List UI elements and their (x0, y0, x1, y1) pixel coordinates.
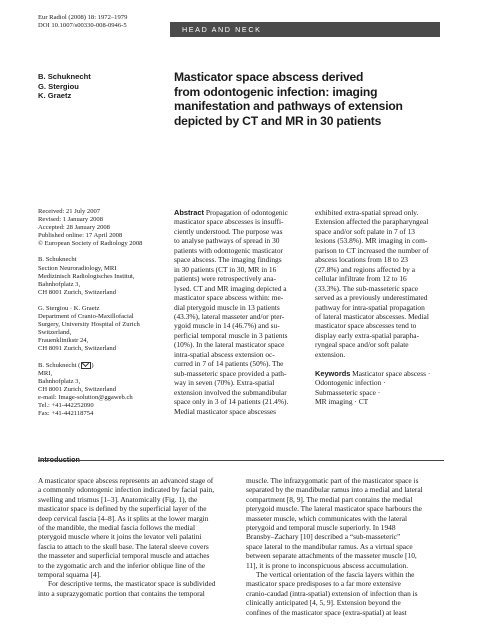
abstract-line: Propagation of odontogenic (203, 208, 288, 217)
abstract-line: (43.3%), lateral masseter and/or pter- (174, 311, 285, 321)
contact-fax: Fax: +41-442118754 (38, 410, 94, 418)
abstract-line: space and/or soft palate in 7 of 13 (315, 226, 415, 236)
doi-reference: DOI 10.1007/s00330-008-0946-5 (38, 22, 127, 30)
body-text-line: deep cervical fascia [4–8]. As it splits at the lower margin (38, 513, 209, 523)
abstract-line: exhibited extra-spatial spread only. (315, 208, 419, 217)
abstract-line: (27.8%) and regions affected by a (315, 264, 416, 274)
author-name: K. Graetz (38, 91, 72, 101)
journal-citation (38, 14, 127, 31)
abstract-line: to analyse pathways of spread in 30 (174, 236, 280, 246)
abstract-line: extension. (315, 349, 346, 359)
abstract-line: masticator space abscesses is insuffi- (174, 217, 284, 227)
affiliation-line: CH 8001 Zurich, Switzerland (38, 288, 117, 296)
keyword-line: Submasseteric space · (315, 387, 381, 397)
abstract-line: patients) were retrospectively ana- (174, 274, 276, 284)
abstract-line: masticator space abscess within: me- (174, 293, 284, 303)
article-metadata (38, 208, 166, 418)
abstract-line: patients with odontogenic masticator (174, 245, 283, 255)
body-text-line: space lateral to the mandibular ramus. As a virtual space (246, 541, 413, 551)
body-text-line: separated by the mandibular ramus into a medial and lateral (246, 485, 423, 495)
abstract-line: cellular infiltrate from 12 to 16 (315, 274, 407, 284)
contact-email[interactable]: e-mail: Image-solution@ggaweb.ch (38, 393, 133, 401)
affiliation-line: Surgery, University Hospital of Zurich (38, 321, 140, 329)
keyword-line: MR imaging · CT (315, 397, 369, 407)
abstract-line: Extension affected the parapharyngeal (315, 217, 429, 227)
body-text-line: the masseter and superficial temporal muscle and attaches (38, 551, 210, 561)
abstract-line: masticator space abscesses tend to (315, 321, 417, 331)
body-text-line: Bransby–Zachary [10] described a “sub-masseteric” (246, 532, 401, 542)
affiliation-line: G. Stergiou · K. Graetz (38, 304, 100, 312)
body-text-line: pterygoid muscle. The lateral masticator space harbours the (246, 504, 422, 514)
affiliation-line: Section Neuroradiology, MRI (38, 264, 117, 272)
contact-line: CH 8001 Zurich, Switzerland (38, 385, 117, 393)
body-text-line: A masticator space abscess represents an advanced stage of (38, 476, 214, 485)
title-line: manifestation and pathways of extension (174, 99, 403, 114)
keyword-line: Masticator space abscess · (350, 368, 431, 378)
author-name: B. Schuknecht (38, 72, 91, 81)
abstract-line: curred in 7 of 14 patients (50%). The (174, 359, 284, 369)
section-tag: HEAD AND NECK (170, 22, 440, 37)
title-line: depicted by CT and MR in 30 patients (174, 113, 382, 128)
title-line: from odontogenic infection: imaging (174, 84, 378, 99)
introduction-column-1 (38, 476, 236, 598)
abstract-line: dial pterygoid muscle in 13 patients (174, 302, 280, 312)
body-text-line: masticator space predisposes to a far more extensive (246, 579, 401, 589)
contact-phone: Tel.: +41-442252090 (38, 401, 94, 409)
body-text-line: into a suprazygomatic portion that contains the temporal (38, 588, 205, 598)
abstract-line: ciently understood. The purpose was (174, 226, 283, 236)
abstract-line: ygoid muscle in 14 (46.7%) and su- (174, 321, 280, 331)
abstract-line: space only in 3 of 14 patients (21.4%). (174, 397, 289, 407)
body-text-line: temporal squama [4]. (38, 570, 102, 580)
body-text-line: swelling and trismus [1–3]. Anatomically (Fig. 1), the (38, 494, 198, 504)
body-text-line: pterygoid and temporal muscle superiorly. In 1948 (246, 523, 396, 533)
abstract-line: in 30 patients (CT in 30, MR in 16 (174, 264, 277, 274)
author-list (38, 72, 91, 101)
copyright: © European Society of Radiology 2008 (38, 240, 143, 248)
affiliation-line: Medizinisch Radiologisches Institut, (38, 272, 135, 280)
date-received: Received: 21 July 2007 (38, 208, 101, 215)
abstract-line: lesions (53.8%). MR imaging in com- (315, 236, 428, 246)
affiliation-line: Bahnhofplatz 3, (38, 280, 81, 288)
abstract-line: Medial masticator space abscesses (174, 406, 276, 416)
abstract-line: intra-spatial abscess extension oc- (174, 349, 275, 359)
author-name: G. Stergiou (38, 81, 79, 91)
section-divider (38, 460, 444, 461)
date-published: Published online: 17 April 2008 (38, 232, 123, 240)
body-text-line: clinically anticipated [4, 5, 9]. Extension beyond the (246, 598, 401, 608)
contact-line: Bahnhofplatz 3, (38, 377, 81, 385)
affiliation-line: B. Schuknecht (38, 256, 77, 264)
abstract-label: Abstract (174, 208, 204, 217)
article-title (174, 70, 444, 128)
corresponding-author: B. Schuknecht ( ) (38, 361, 94, 369)
body-text-line: cranio-caudad (intra-spatial) extension of infection than is (246, 588, 418, 598)
journal-reference: Eur Radiol (2008) 18: 1972–1979 (38, 14, 128, 21)
date-accepted: Accepted: 28 January 2008 (38, 224, 110, 232)
keywords-label: Keywords (315, 368, 351, 378)
abstract-column-1 (174, 208, 302, 416)
date-revised: Revised: 1 January 2008 (38, 216, 104, 224)
body-text-line: pterygoid muscle where it joins the levator veli palatini (38, 532, 202, 542)
affiliation-line: Department of Cranio-Maxillofacial (38, 313, 134, 321)
affiliation-line: CH 8091 Zurich, Switzerland (38, 345, 117, 353)
abstract-column-2 (315, 208, 444, 407)
abstract-line: parison to CT increased the number of (315, 245, 429, 255)
abstract-line: (33.3%). The sub-masseteric space (315, 283, 419, 293)
abstract-line: abscess locations from 18 to 23 (315, 255, 408, 265)
body-text-line: to the zygomatic arch and the inferior oblique line of the (38, 560, 206, 570)
body-text-line: compartment [8, 9]. The medial part contains the medial (246, 494, 413, 504)
body-text-line: masseter muscle, which communicates with the lateral (246, 513, 408, 523)
abstract-line: display early extra-spatial parapha- (315, 330, 420, 340)
abstract-line: space abscess. The imaging findings (174, 255, 282, 265)
abstract-line: ryngeal space and/or soft palate (315, 340, 409, 350)
contact-line: MRI, (38, 369, 53, 377)
abstract-line: served as a previously underestimated (315, 293, 428, 303)
keyword-line: Odontogenic infection · (315, 378, 386, 388)
body-text-line: For descriptive terms, the masticator space is subdivided (48, 579, 216, 589)
affiliation-line: Switzerland, (38, 329, 72, 337)
introduction-heading: Introduction (38, 455, 80, 464)
abstract-line: of lateral masticator abscesses. Medial (315, 311, 429, 321)
body-text-line: between separate attachments of the masseter muscle [10, (246, 551, 417, 561)
introduction-column-2 (246, 476, 444, 617)
abstract-line: perficial temporal muscle in 3 patients (174, 330, 288, 340)
body-text-line: confines of the masticator space (extra-spatial) at least (246, 607, 407, 617)
abstract-line: (10%). In the lateral masticator space (174, 340, 285, 350)
body-text-line: masticator space is defined by the superficial layer of the (38, 504, 207, 514)
title-line: Masticator space abscess derived (174, 70, 364, 84)
body-text-line: 11], it is prone to inconspicuous abscess accumulation. (246, 560, 409, 570)
affiliation-line: Frauenklinikstr 24, (38, 337, 89, 345)
body-text-line: muscle. The infrazygomatic part of the masticator space is (246, 476, 419, 485)
body-text-line: of the mandible, the medial fascia follows the medial (38, 523, 196, 533)
body-text-line: fascia to attach to the skull base. The lateral sleeve covers (38, 541, 209, 551)
abstract-line: extension involved the submandibular (174, 387, 287, 397)
abstract-line: way in seven (70%). Extra-spatial (174, 378, 275, 388)
body-text-line: The vertical orientation of the fascia layers within the (256, 570, 415, 580)
abstract-line: lysed. CT and MR imaging depicted a (174, 283, 287, 293)
abstract-line: sub-masseteric space provided a path- (174, 368, 287, 378)
abstract-line: pathway for intra-spatial propagation (315, 302, 425, 312)
body-text-line: a commonly odontogenic infection indicated by facial pain, (38, 485, 215, 495)
envelope-icon (81, 362, 91, 369)
